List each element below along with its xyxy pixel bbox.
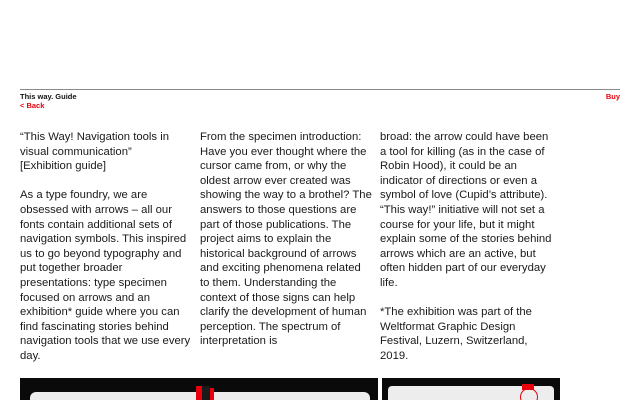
buy-link[interactable]: Buy: [605, 92, 620, 101]
exhibition-title-sub: [Exhibition guide]: [20, 160, 107, 173]
footnote-paragraph: *The exhibition was part of the Weltformat Graphic Design Festival, Luzern, Switzerland, 2019.: [380, 306, 532, 362]
intro-paragraph: As a type foundry, we are obsessed with arrows – all our fonts contain additional sets of navigation symbols. This inspired us to go beyond typography and put together broader presentations: type specimen focused on arrows and an exhibition* guide where you can find fascinating stories behind navigation tools that we use every day.: [20, 189, 191, 362]
exhibition-title-main: “This Way! Navigation tools in visual communication”: [20, 131, 170, 158]
specimen-introduction-paragraph: From the specimen introduction: Have you ever thought where the cursor came from, or why the oldest arrow ever created was showing the way to a brothel? The answers to those questions are part of those publications. The project aims to explain the historical background of arrows and exciting phenomena related to them. Understanding the context of those signs can help clarify the development of human perception. The spectrum of interpretation is: [200, 131, 372, 348]
text-column-1: [20, 130, 192, 378]
back-link[interactable]: < Back: [20, 101, 45, 110]
page-title: This way. Guide: [20, 92, 77, 101]
text-column-3: [380, 130, 552, 378]
continuation-paragraph: broad: the arrow could have been a tool for killing (as in the case of Robin Hood), it could be an indicator of directions or even a symbol of love (Cupid’s attribute). “This way!” initiative will not set a course for your life, but it might explain some of the stories behind arrows which are an active, but often hidden part of our everyday life.: [380, 131, 552, 289]
red-stripe-shape: [210, 388, 214, 400]
dark-stripe-shape: [202, 386, 210, 400]
exhibition-title: [20, 130, 192, 174]
header-divider: [20, 89, 620, 90]
gallery-image-left[interactable]: [20, 378, 378, 400]
red-circle-shape: [520, 388, 538, 400]
text-column-2: [200, 130, 372, 364]
gallery-image-right[interactable]: [382, 378, 560, 400]
